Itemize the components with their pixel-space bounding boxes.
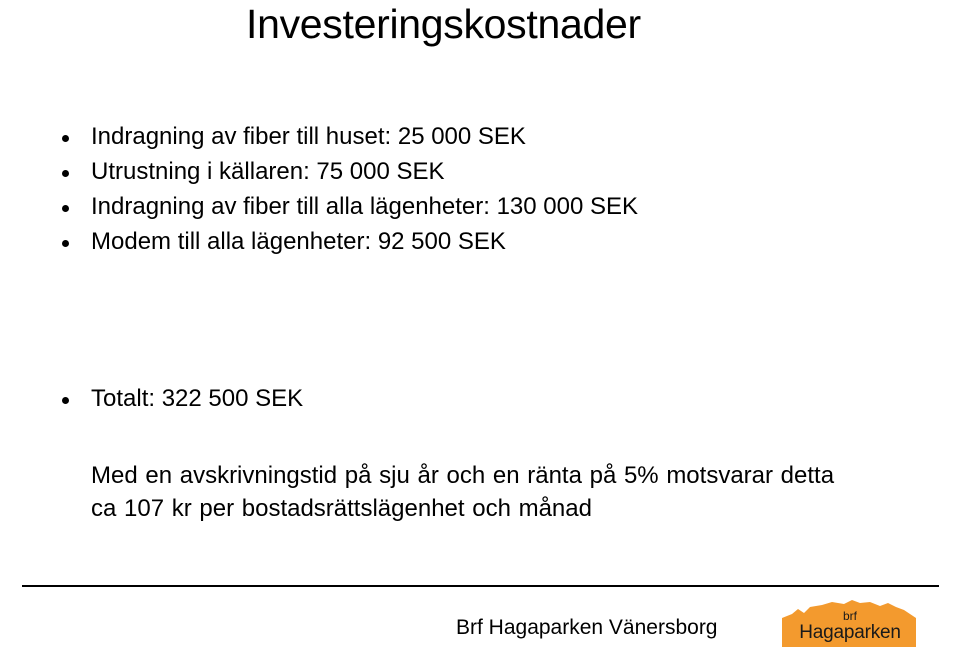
bullet-text: Indragning av fiber till alla lägenheter: 130 000 SEK	[91, 193, 639, 220]
footer-divider	[22, 585, 939, 587]
total-bullet	[56, 383, 303, 415]
bullet-item	[56, 156, 638, 191]
bullet-icon	[62, 135, 69, 142]
total-text: Totalt: 322 500 SEK	[91, 385, 304, 412]
brf-hagaparken-logo	[780, 598, 920, 658]
bullet-icon	[62, 240, 69, 247]
bullet-item	[56, 121, 638, 156]
slide-title: Investeringskostnader	[246, 1, 641, 47]
bullet-list	[56, 121, 638, 261]
bullet-item	[56, 191, 638, 226]
logo-brf-text: brf	[842, 609, 857, 623]
footer-org-name: Brf Hagaparken Vänersborg	[456, 616, 718, 639]
bullet-text: Utrustning i källaren: 75 000 SEK	[91, 158, 445, 185]
cost-note: Med en avskrivningstid på sju år och en ränta på 5% motsvarar detta ca 107 kr per bostadsrättslägenhet och månad	[91, 462, 835, 522]
logo-name-text: Hagaparken	[799, 622, 901, 643]
bullet-icon	[62, 397, 69, 404]
bullet-icon	[62, 170, 69, 177]
bullet-item	[56, 226, 638, 261]
bullet-icon	[62, 205, 69, 212]
bullet-text: Modem till alla lägenheter: 92 500 SEK	[91, 228, 506, 255]
bullet-text: Indragning av fiber till huset: 25 000 SEK	[91, 123, 526, 150]
